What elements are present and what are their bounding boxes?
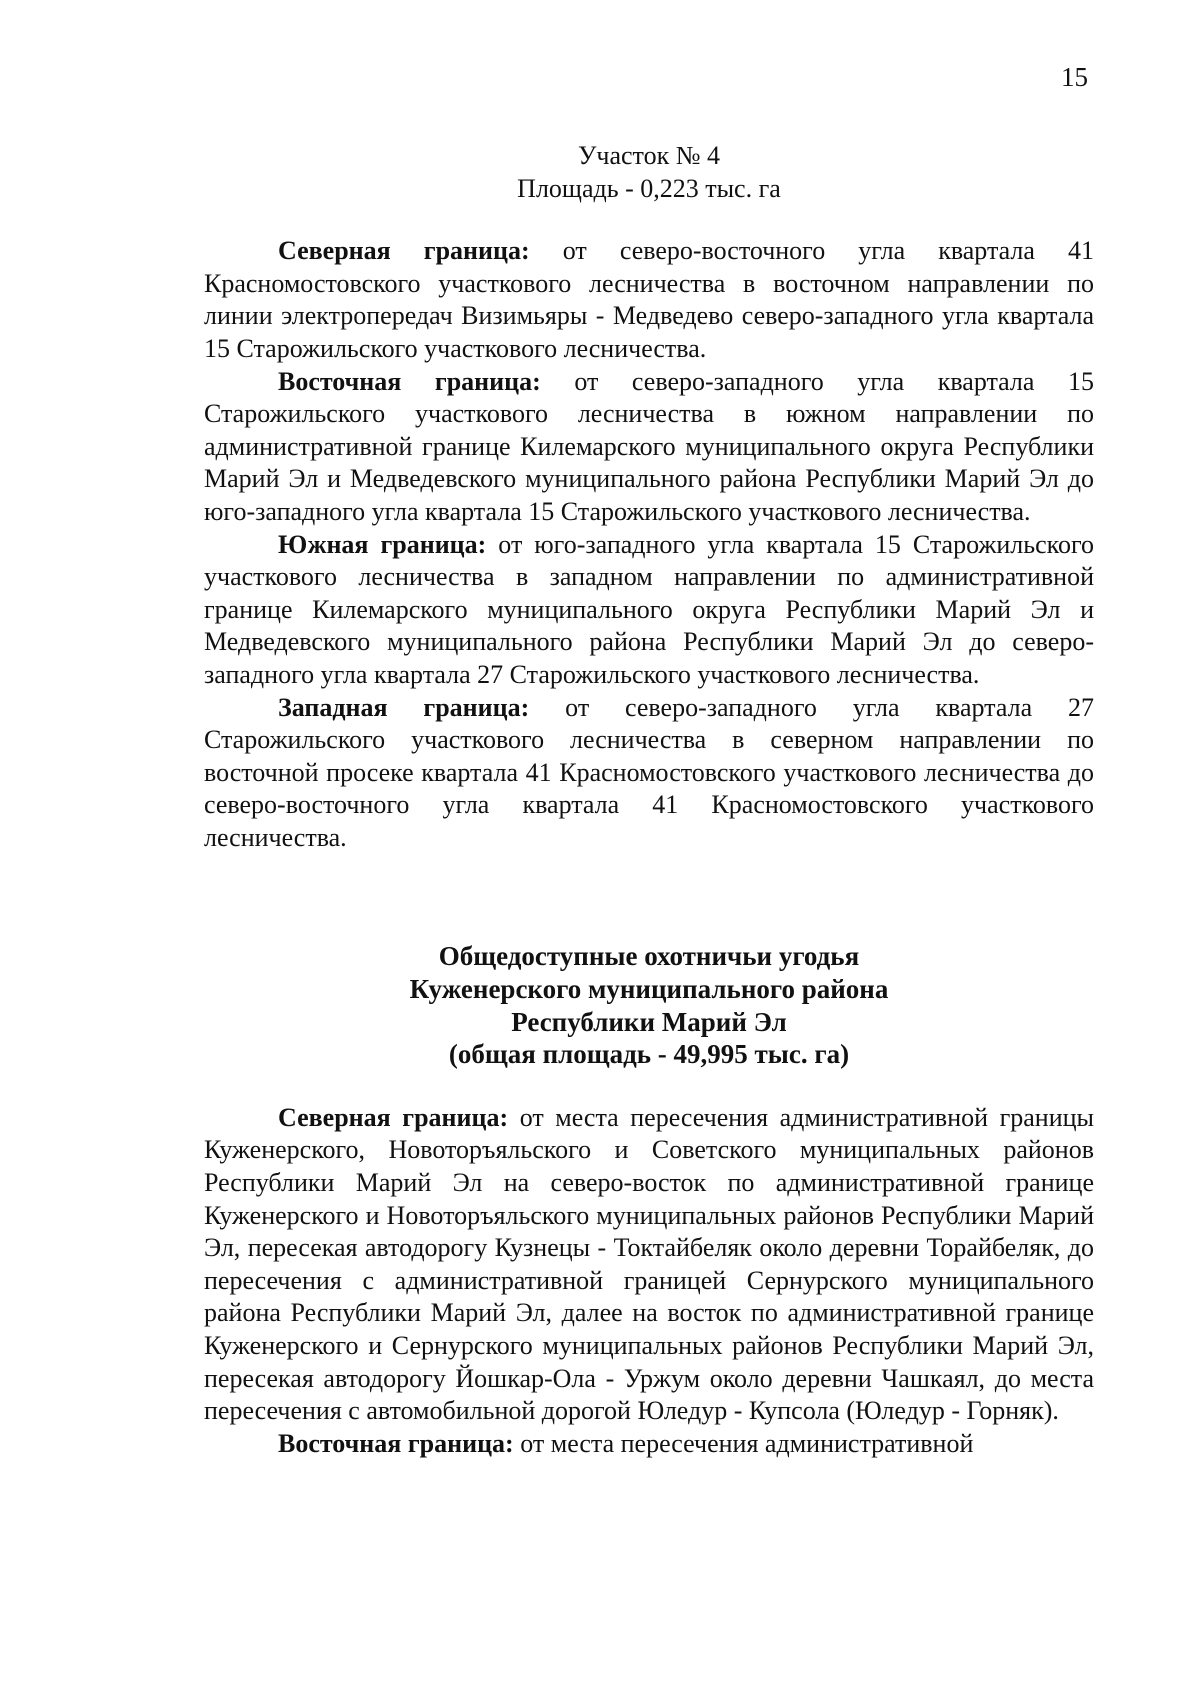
page-number: 15 — [1061, 62, 1088, 92]
boundary-label: Восточная граница: — [278, 1428, 514, 1458]
section-heading-line: Общедоступные охотничьи угодья — [438, 941, 860, 972]
boundary-label: Северная граница: — [278, 236, 530, 266]
plot-title: Участок № 4 — [577, 141, 721, 170]
document-body — [204, 140, 1094, 1460]
section-heading-area: (общая площадь - 49,995 тыс. га) — [448, 1039, 850, 1070]
boundary-label: Восточная граница: — [278, 366, 541, 396]
section-heading-line: Республики Марий Эл — [511, 1006, 787, 1037]
boundary-text: от северо-западного угла квартала 27 Старожильского участкового лесничества в северном направлении по восточной просеке квартала 41 Красномостовского участкового лесничества до северо-восточного угла квартала 41 Красномостовского участкового лесничества. — [204, 692, 1094, 852]
plot-boundaries — [204, 235, 1094, 854]
plot-header — [204, 140, 1094, 205]
section-paragraph-east — [204, 1428, 1094, 1461]
boundary-paragraph-south — [204, 529, 1094, 692]
boundary-paragraph-west — [204, 692, 1094, 855]
boundary-text: от северо-западного угла квартала 15 Старожильского участкового лесничества в южном направлении по административной границе Килемарского муниципального округа Республики Марий Эл и Медведевского муниципального района Республики Марий Эл до юго-западного угла квартала 15 Старожильского участкового лесничества. — [204, 366, 1094, 526]
boundary-text: от места пересечения административной — [513, 1428, 974, 1458]
boundary-label: Западная граница: — [278, 692, 530, 722]
boundary-text: от северо-восточного угла квартала 41 Красномостовского участкового лесничества в восточном направлении по линии электропередач Визимьяры - Медведево северо-западного угла квартала 15 Старожильского участкового лесничества. — [204, 236, 1094, 363]
boundary-text: от места пересечения административной границы Куженерского, Новоторъяльского и Советского муниципальных районов Республики Марий Эл на северо-восток по административной границе Куженерского и Новоторъяльского муниципальных районов Республики Марий Эл, пересекая автодорогу Кузнецы - Токтайбеляк около деревни Торайбеляк, до пересечения с административной границей Сернурского муниципального района Республики Марий Эл, далее на восток по административной границе Куженерского и Сернурского муниципальных районов Республики Марий Эл, пересекая автодорогу Йошкар-Ола - Уржум около деревни Чашкаял, до места пересечения с автомобильной дорогой Юледур - Купсола (Юледур - Горняк). — [204, 1102, 1095, 1426]
section-heading-line: Куженерского муниципального района — [409, 974, 889, 1005]
boundary-text: от юго-западного угла квартала 15 Старожильского участкового лесничества в западном направлении по административной границе Килемарского муниципального округа Республики Марий Эл и Медведевского муниципального района Республики Марий Эл до северо-западного угла квартала 27 Старожильского участкового лесничества. — [204, 529, 1095, 689]
boundary-paragraph-east — [204, 366, 1094, 529]
boundary-label: Северная граница: — [278, 1102, 509, 1132]
section-boundaries — [204, 1102, 1094, 1461]
boundary-label: Южная граница: — [278, 529, 487, 559]
plot-area: Площадь - 0,223 тыс. га — [517, 173, 781, 203]
section-heading — [204, 940, 1094, 1070]
section-paragraph-north — [204, 1102, 1094, 1428]
boundary-paragraph-north — [204, 235, 1094, 365]
